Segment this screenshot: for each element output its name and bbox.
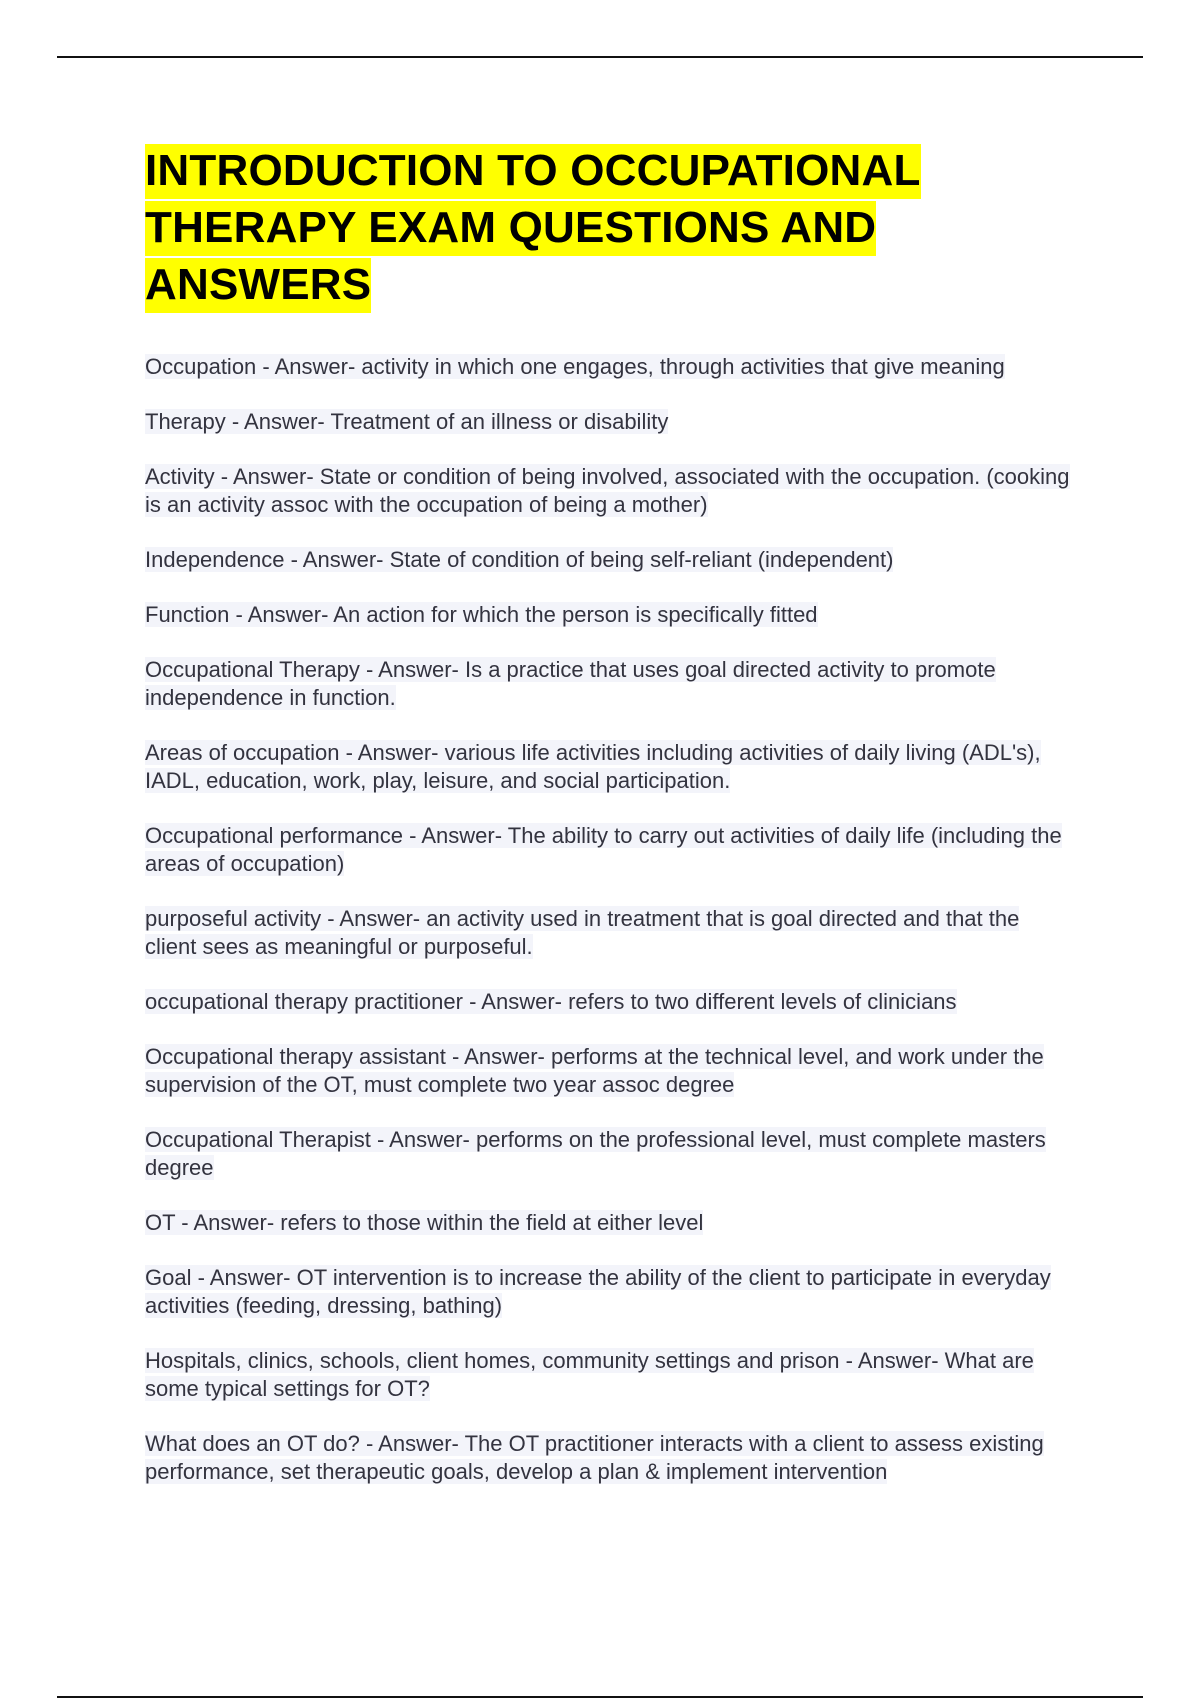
qa-item [145,1430,1075,1486]
qa-item [145,1209,1075,1237]
qa-text: Areas of occupation - Answer- various life activities including activities of daily living (ADL's), IADL, education, work, play, leisure, and social participation. [145,740,1041,793]
qa-item [145,601,1075,629]
qa-text: Occupational Therapist - Answer- performs on the professional level, must complete masters degree [145,1127,1046,1180]
qa-text: Occupational performance - Answer- The ability to carry out activities of daily life (including the areas of occupation) [145,823,1062,876]
qa-item [145,739,1075,795]
qa-item [145,656,1075,712]
qa-text: Hospitals, clinics, schools, client homes, community settings and prison - Answer- What are some typical settings for OT? [145,1348,1034,1401]
qa-item [145,408,1075,436]
qa-item [145,463,1075,519]
footer-rule [57,1696,1143,1698]
qa-item [145,905,1075,961]
qa-item [145,822,1075,878]
qa-text: Therapy - Answer- Treatment of an illness or disability [145,409,669,434]
qa-text: purposeful activity - Answer- an activity used in treatment that is goal directed and that the client sees as meaningful or purposeful. [145,906,1020,959]
qa-text: Occupation - Answer- activity in which one engages, through activities that give meaning [145,354,1005,379]
qa-item [145,988,1075,1016]
qa-text: Goal - Answer- OT intervention is to increase the ability of the client to participate in everyday activities (feeding, dressing, bathing) [145,1265,1051,1318]
qa-text: OT - Answer- refers to those within the field at either level [145,1210,704,1235]
document-title [145,142,1075,313]
qa-list [145,353,1075,1486]
qa-text: occupational therapy practitioner - Answer- refers to two different levels of clinicians [145,989,957,1014]
qa-text: Function - Answer- An action for which the person is specifically fitted [145,602,818,627]
qa-item [145,1126,1075,1182]
qa-item [145,1347,1075,1403]
qa-item [145,1264,1075,1320]
qa-item [145,353,1075,381]
qa-item [145,1043,1075,1099]
qa-text: Occupational therapy assistant - Answer- performs at the technical level, and work under the supervision of the OT, must complete two year assoc degree [145,1044,1044,1097]
qa-text: What does an OT do? - Answer- The OT practitioner interacts with a client to assess existing performance, set therapeutic goals, develop a plan & implement intervention [145,1431,1044,1484]
header-rule [57,56,1143,58]
document-body [145,142,1075,1513]
qa-text: Independence - Answer- State of condition of being self-reliant (independent) [145,547,894,572]
qa-text: Activity - Answer- State or condition of being involved, associated with the occupation. (cooking is an activity assoc with the occupation of being a mother) [145,464,1070,517]
document-title-text: INTRODUCTION TO OCCUPATIONAL THERAPY EXAM QUESTIONS AND ANSWERS [145,144,921,313]
qa-item [145,546,1075,574]
qa-text: Occupational Therapy - Answer- Is a practice that uses goal directed activity to promote independence in function. [145,657,996,710]
